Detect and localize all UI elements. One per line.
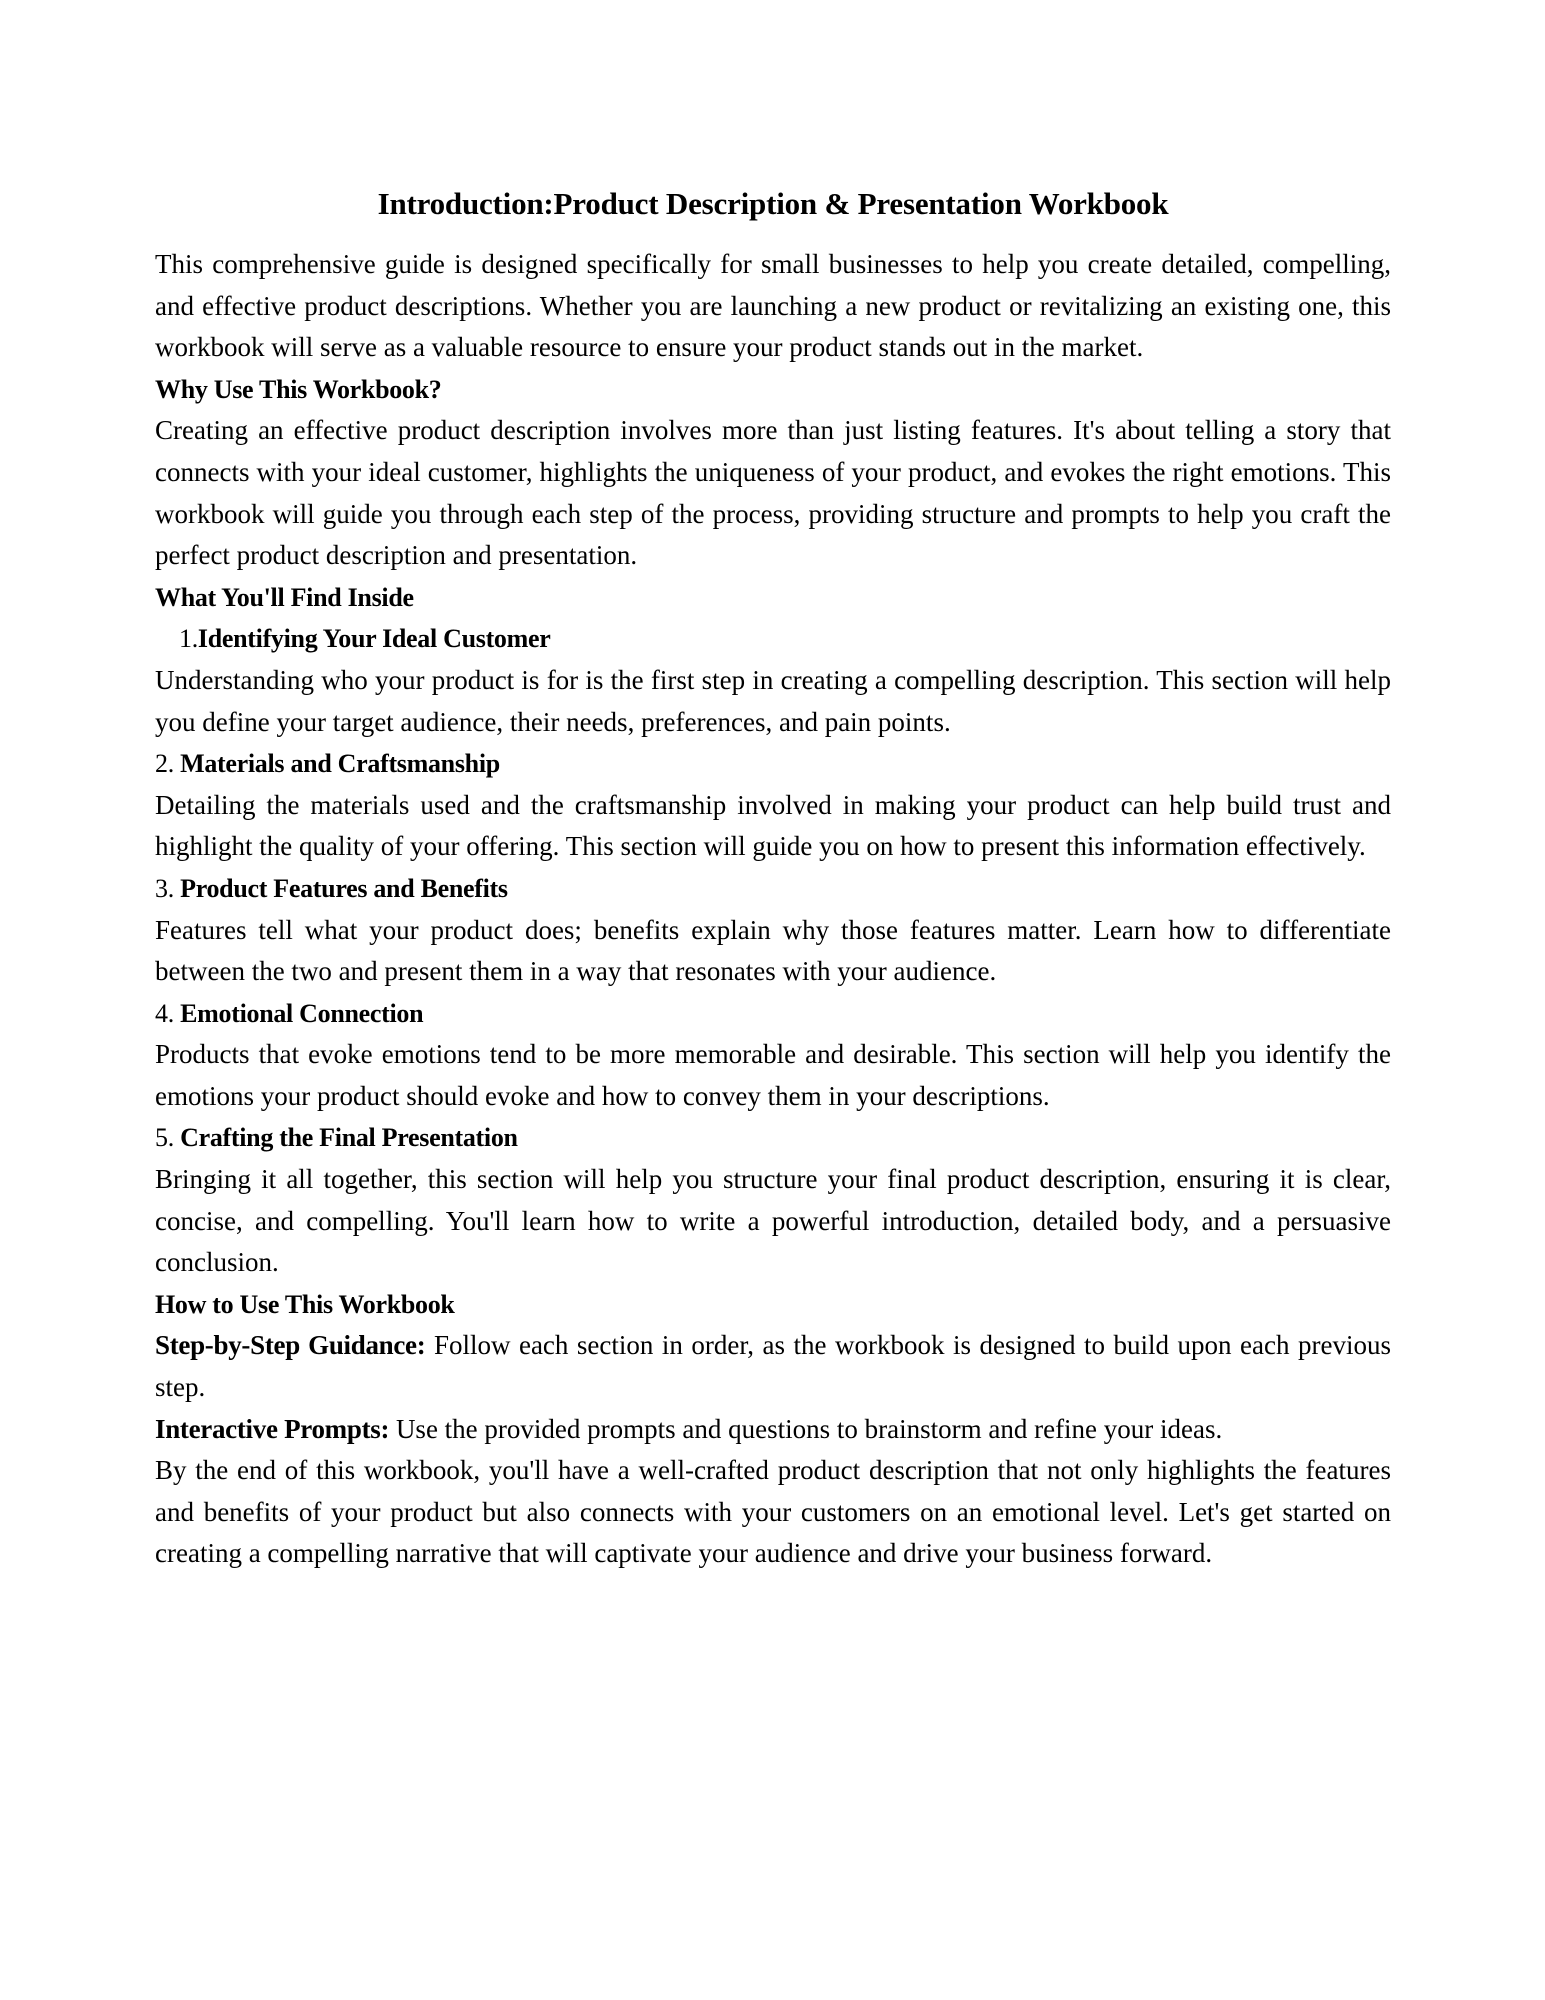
section-heading-1 <box>155 618 1391 660</box>
how-item-label: Interactive Prompts: <box>155 1413 390 1444</box>
how-item-step-by-step <box>155 1325 1391 1408</box>
section-number: 4. <box>155 998 174 1028</box>
section-heading-3 <box>155 868 1391 910</box>
why-heading: Why Use This Workbook? <box>155 374 442 404</box>
section-number: 1. <box>179 624 198 654</box>
section-title: Product Features and Benefits <box>180 873 508 903</box>
inside-heading: What You'll Find Inside <box>155 582 414 612</box>
section-body-1: Understanding who your product is for is the first step in creating a compelling description. This section will help you define your target audience, their needs, preferences, and pain points. <box>155 664 1391 737</box>
section-title: Identifying Your Ideal Customer <box>197 624 551 654</box>
document-page <box>155 182 1391 1575</box>
why-paragraph: Creating an effective product description involves more than just listing features. It's about telling a story that connects with your ideal customer, highlights the uniqueness of your product, and evokes the right emotions. This workbook will guide you through each step of the process, providing structure and prompts to help you craft the perfect product description and presentation. <box>155 415 1391 571</box>
intro-paragraph: This comprehensive guide is designed specifically for small businesses to help you create detailed, compelling, and effective product descriptions. Whether you are launching a new product or revitalizing an existing one, this workbook will serve as a valuable resource to ensure your product stands out in the market. <box>155 249 1391 363</box>
section-body-3: Features tell what your product does; benefits explain why those features matter. Learn how to differentiate between the two and present them in a way that resonates with your audience. <box>155 914 1391 987</box>
how-heading: How to Use This Workbook <box>155 1289 455 1319</box>
section-title: Emotional Connection <box>180 998 424 1028</box>
section-number: 3. <box>155 873 174 903</box>
section-number: 5. <box>155 1123 174 1153</box>
how-item-label: Step-by-Step Guidance: <box>155 1330 426 1361</box>
section-heading-5 <box>155 1117 1391 1159</box>
how-item-text: Use the provided prompts and questions to brainstorm and refine your ideas. <box>389 1413 1223 1444</box>
how-item-text: Follow each section in order, as the workbook is designed to build upon each previous step. <box>155 1330 1391 1403</box>
section-heading-4 <box>155 993 1391 1035</box>
section-body-5: Bringing it all together, this section will help you structure your final product description, ensuring it is clear, concise, and compelling. You'll learn how to write a powerful introduction, detailed body, and a persuasive conclusion. <box>155 1164 1391 1278</box>
closing-paragraph: By the end of this workbook, you'll have a well-crafted product description that not only highlights the features and benefits of your product but also connects with your customers on an emotional level. Let's get started on creating a compelling narrative that will captivate your audience and drive your business forward. <box>155 1455 1391 1569</box>
section-heading-2 <box>155 743 1391 785</box>
section-title: Crafting the Final Presentation <box>180 1123 518 1153</box>
section-body-4: Products that evoke emotions tend to be more memorable and desirable. This section will help you identify the emotions your product should evoke and how to convey them in your descriptions. <box>155 1039 1391 1111</box>
section-title: Materials and Craftsmanship <box>180 749 500 779</box>
section-body-2: Detailing the materials used and the craftsmanship involved in making your product can help build trust and highlight the quality of your offering. This section will guide you on how to present this information effectively. <box>155 789 1391 862</box>
how-item-interactive-prompts <box>155 1409 1391 1451</box>
document-title: Introduction:Product Description & Presentation Workbook <box>377 186 1169 221</box>
section-number: 2. <box>155 749 174 779</box>
